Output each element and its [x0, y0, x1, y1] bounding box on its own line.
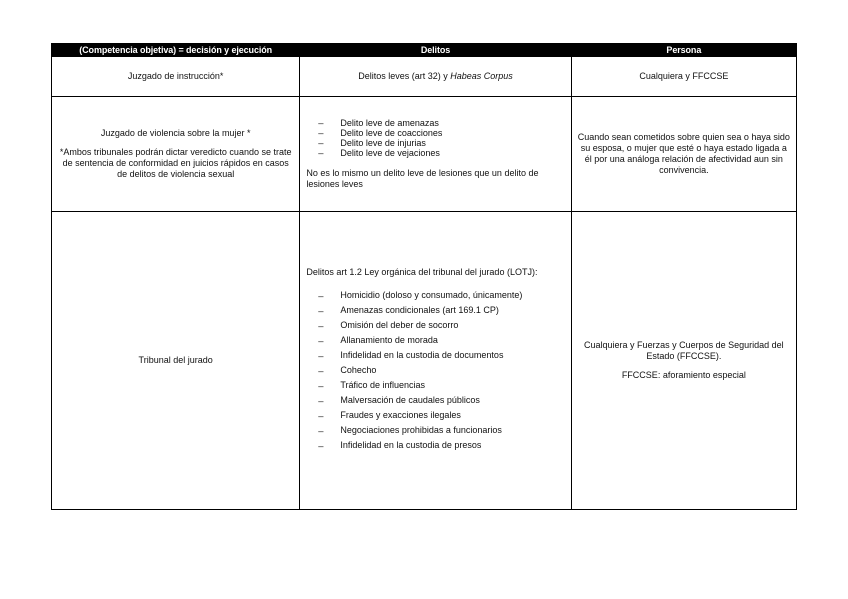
- list-item: _ Fraudes y exacciones ilegales: [318, 408, 564, 423]
- list-item: _ Tráfico de influencias: [318, 378, 564, 393]
- organ-note: *Ambos tribunales podrán dictar veredicto cuando se trate de sentencia de conformidad en juicios rápidos en casos de delitos de violencia sexual: [59, 146, 292, 179]
- table-row: [52, 211, 797, 509]
- list-item: _ Infidelidad en la custodia de presos: [318, 438, 564, 453]
- list-item: _ Malversación de caudales públicos: [318, 393, 564, 408]
- list-item: _ Infidelidad en la custodia de documentos: [318, 348, 564, 363]
- list-item: _ Allanamiento de morada: [318, 333, 564, 348]
- header-row: [52, 44, 797, 57]
- list-item: _ Delito leve de vejaciones: [318, 148, 564, 158]
- competencia-table: [51, 43, 797, 510]
- organ-cell: [52, 211, 300, 509]
- header-competencia: (Competencia objetiva) = decisión y ejecución: [52, 44, 300, 57]
- list-item: _ Delito leve de injurias: [318, 138, 564, 148]
- header-persona: Persona: [571, 44, 796, 57]
- table-row: [52, 57, 797, 97]
- persona-text: Cualquiera y FFCCSE: [639, 71, 729, 82]
- organ-label: Tribunal del jurado: [138, 354, 213, 365]
- organ-cell: [52, 57, 300, 97]
- delitos-cell: [300, 211, 571, 509]
- delitos-text: Delitos leves (art 32) y: [358, 71, 451, 82]
- persona-text: Cuando sean cometidos sobre quien sea o haya sido su esposa, o mujer que esté o haya estado ligada a él por una análoga relación de afectividad aun sin convivencia.: [577, 131, 790, 175]
- table-row: [52, 97, 797, 212]
- delitos-cell: [300, 97, 571, 212]
- header-delitos: Delitos: [300, 44, 571, 57]
- list-item: _ Cohecho: [318, 363, 564, 378]
- persona-cell: [571, 211, 796, 509]
- list-item: _ Omisión del deber de socorro: [318, 318, 564, 333]
- list-item: _ Delito leve de amenazas: [318, 118, 564, 128]
- delitos-list: [306, 288, 564, 453]
- persona-text: Cualquiera y Fuerzas y Cuerpos de Seguridad del Estado (FFCCSE).: [584, 339, 784, 361]
- list-item: _ Amenazas condicionales (art 169.1 CP): [318, 303, 564, 318]
- organ-label: Juzgado de violencia sobre la mujer *: [100, 127, 251, 138]
- delitos-note: No es lo mismo un delito leve de lesiones que un delito de lesiones leves: [306, 167, 539, 189]
- list-item: _ Negociaciones prohibidas a funcionarios: [318, 423, 564, 438]
- persona-note: FFCCSE: aforamiento especial: [621, 369, 746, 380]
- organ-cell: [52, 97, 300, 212]
- organ-label: Juzgado de instrucción*: [127, 71, 224, 82]
- persona-cell: [571, 57, 796, 97]
- list-item: _ Homicidio (doloso y consumado, únicamente): [318, 288, 564, 303]
- delitos-italic: Habeas Corpus: [450, 71, 513, 82]
- delitos-intro: Delitos art 1.2 Ley orgánica del tribunal del jurado (LOTJ):: [306, 267, 538, 278]
- list-item: _ Delito leve de coacciones: [318, 128, 564, 138]
- delitos-list: [306, 118, 564, 158]
- persona-cell: [571, 97, 796, 212]
- delitos-cell: [300, 57, 571, 97]
